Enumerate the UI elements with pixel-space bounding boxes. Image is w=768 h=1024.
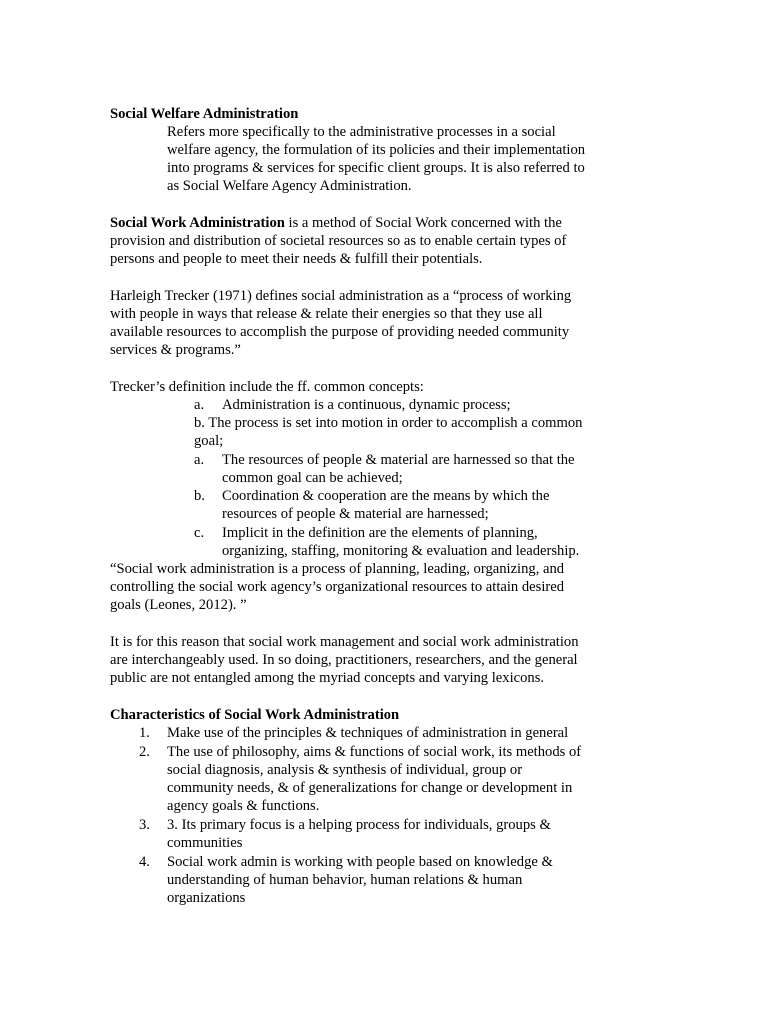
list-item: Make use of the principles & techniques of administration in general [167, 725, 569, 741]
list-marker: b. [194, 488, 205, 504]
list-intro: Trecker’s definition include the ff. common concepts: [110, 379, 424, 395]
list-item-continuation: community needs, & of generalizations for change or development in [167, 780, 573, 796]
list-number: 1. [139, 725, 150, 741]
paragraph-line: services & programs.” [110, 342, 241, 358]
list-item-continuation: understanding of human behavior, human relations & human [167, 872, 523, 888]
paragraph-line: into programs & services for specific client groups. It is also referred to [167, 160, 585, 176]
quote-line: controlling the social work agency’s organizational resources to attain desired [110, 579, 565, 595]
list-item-continuation: agency goals & functions. [167, 798, 320, 814]
list-item-continuation: goal; [194, 433, 224, 449]
paragraph-line: welfare agency, the formulation of its policies and their implementation [167, 142, 586, 158]
paragraph-line: with people in ways that release & relate their energies so that they use all [110, 306, 543, 322]
list-number: 4. [139, 854, 150, 870]
list-marker: c. [194, 525, 205, 541]
list-item: Social work admin is working with people based on knowledge & [167, 854, 553, 870]
list-item: 3. Its primary focus is a helping process for individuals, groups & [167, 817, 551, 833]
paragraph-line: available resources to accomplish the purpose of providing needed community [110, 324, 570, 340]
list-item: The resources of people & material are harnessed so that the [222, 452, 575, 468]
list-item-continuation: communities [167, 835, 243, 851]
list-item-continuation: social diagnosis, analysis & synthesis of individual, group or [167, 762, 523, 778]
paragraph-line: public are not entangled among the myriad concepts and varying lexicons. [110, 670, 545, 686]
list-marker: a. [194, 452, 205, 468]
quote-line: “Social work administration is a process of planning, leading, organizing, and [110, 561, 565, 577]
paragraph-line: are interchangeably used. In so doing, practitioners, researchers, and the general [110, 652, 578, 668]
list-item: Coordination & cooperation are the means by which the [222, 488, 550, 504]
list-item: The use of philosophy, aims & functions of social work, its methods of [167, 744, 582, 760]
list-item: Administration is a continuous, dynamic process; [222, 397, 511, 413]
paragraph-line: provision and distribution of societal resources so as to enable certain types of [110, 233, 567, 249]
paragraph-line: persons and people to meet their needs & fulfill their potentials. [110, 251, 483, 267]
paragraph-line: Harleigh Trecker (1971) defines social administration as a “process of working [110, 288, 572, 304]
list-item-continuation: organizing, staffing, monitoring & evaluation and leadership. [222, 543, 580, 559]
quote-line: goals (Leones, 2012). ” [110, 597, 247, 613]
list-item-continuation: resources of people & material are harnessed; [222, 506, 489, 522]
list-number: 3. [139, 817, 150, 833]
list-number: 2. [139, 744, 150, 760]
paragraph-line: It is for this reason that social work management and social work administration [110, 634, 579, 650]
list-item: Implicit in the definition are the elements of planning, [222, 525, 538, 541]
list-item-continuation: organizations [167, 890, 246, 906]
list-item-continuation: common goal can be achieved; [222, 470, 403, 486]
paragraph-line: Social Work Administration is a method of Social Work concerned with the [110, 215, 562, 231]
section-heading-characteristics: Characteristics of Social Work Administration [110, 707, 400, 723]
list-item: b. The process is set into motion in order to accomplish a common [194, 415, 583, 431]
section-heading-social-welfare-administration: Social Welfare Administration [110, 106, 299, 122]
paragraph-line: as Social Welfare Agency Administration. [167, 178, 412, 194]
bold-term: Social Work Administration [110, 215, 285, 231]
list-marker: a. [194, 397, 205, 413]
paragraph-line: Refers more specifically to the administrative processes in a social [167, 124, 556, 140]
